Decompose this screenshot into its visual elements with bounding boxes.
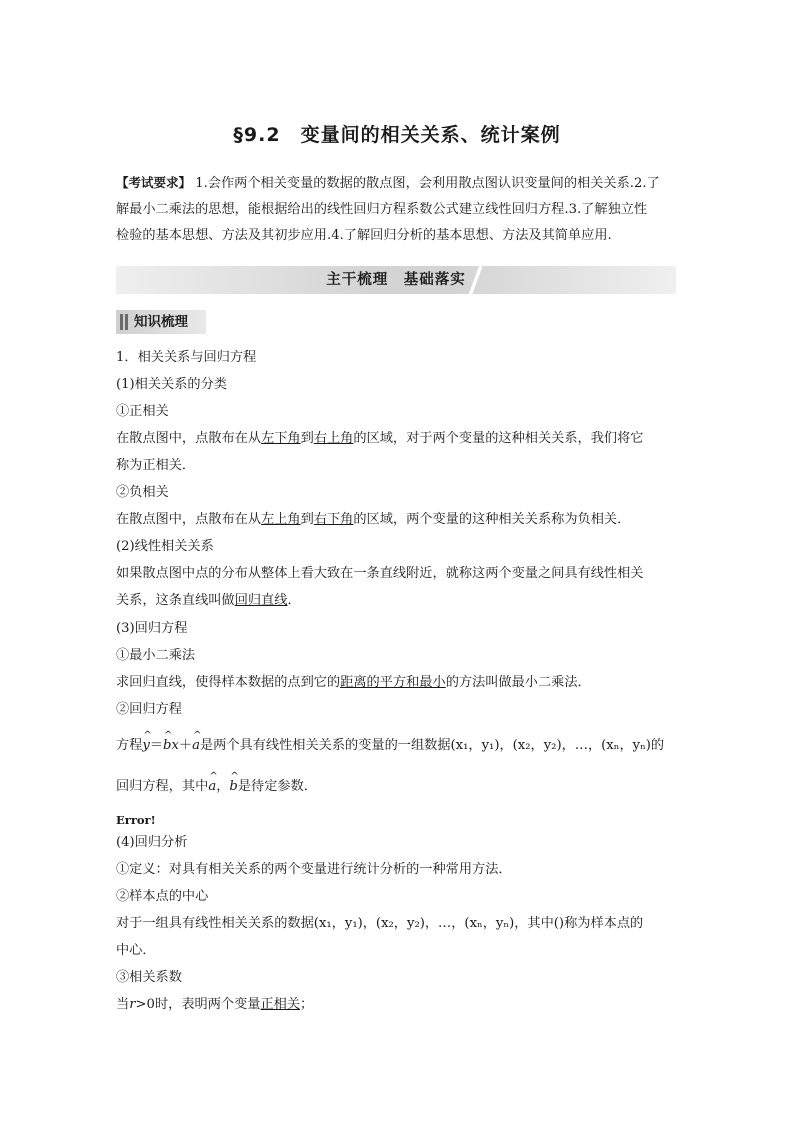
a-hat: ^ a (208, 777, 216, 797)
correlation-title: ③相关系数 (116, 970, 182, 985)
section-label-box (116, 310, 206, 334)
linear-text-2: 关系，这条直线叫做回归直线． (116, 593, 301, 608)
regression-eq-text-2: 回归方程，其中^ a，^ b是待定参数． (116, 777, 678, 797)
section-label: 知识梳理 (134, 314, 188, 330)
heading-1-1: (1)相关关系的分类 (116, 377, 227, 392)
negative-title: ②负相关 (116, 485, 169, 500)
center-text: 对于一组具有线性相关关系的数据(x₁，y₁)，(x₂，y₂)，…，(xₙ，yₙ)，其中()称为样本点的 (116, 916, 644, 931)
least-squares-title: ①最小二乘法 (116, 648, 196, 663)
positive-text: 在散点图中，点散布在从左下角到右上角的区域，对于两个变量的这种相关关系，我们将它 (116, 431, 644, 446)
requirements-line-1: 1.会作两个相关变量的数据的散点图，会利用散点图认识变量间的相关关系.2.了 (195, 176, 660, 191)
banner-label: 主干梳理 基础落实 (326, 272, 466, 288)
a-hat: ^ a (192, 736, 200, 756)
linear-text: 如果散点图中点的分布从整体上看大致在一条直线附近，就称这两个变量之间具有线性相关 (116, 566, 644, 581)
heading-1: 1．相关关系与回归方程 (116, 350, 257, 365)
section-marker-icon-2 (125, 314, 128, 330)
linear-title: (2)线性相关关系 (116, 539, 214, 554)
regression-title: (3)回归方程 (116, 621, 188, 636)
analysis-definition: ①定义：对具有相关关系的两个变量进行统计分析的一种常用方法． (116, 862, 512, 877)
underlined-term: 回归直线 (234, 593, 288, 608)
b-hat: ^ b (229, 777, 237, 797)
regression-eq-title: ②回归方程 (116, 702, 182, 717)
positive-title: ①正相关 (116, 404, 169, 419)
underlined-term: 距离的平方和最小 (340, 675, 446, 690)
underlined-term: 正相关 (260, 997, 301, 1012)
analysis-title: (4)回归分析 (116, 835, 188, 850)
underlined-term: 左下角 (261, 431, 301, 446)
requirements-line-2: 解最小二乘法的思想，能根据给出的线性回归方程系数公式建立线性回归方程.3.了解独立性 (116, 202, 648, 217)
underlined-term: 右上角 (313, 431, 354, 446)
requirements-line-3: 检验的基本思想、方法及其初步应用.4.了解回归分析的基本思想、方法及其简单应用. (116, 228, 612, 243)
regression-eq-text: 方程^ y＝^ bx＋^ a是两个具有线性相关关系的变量的一组数据(x₁，y₁)，(x₂，y₂)，…，(xₙ，yₙ)的 (116, 736, 678, 756)
error-text: Error! (116, 813, 156, 827)
section-marker-icon (120, 314, 123, 330)
underlined-term: 右下角 (313, 512, 354, 527)
section-banner (116, 266, 676, 294)
y-hat: ^ y (142, 736, 149, 756)
exam-requirements (116, 170, 678, 249)
least-squares-text: 求回归直线，使得样本数据的点到它的距离的平方和最小的方法叫做最小二乘法． (116, 675, 591, 690)
page-title: §9.2 变量间的相关关系、统计案例 (233, 124, 561, 146)
underlined-term: 左上角 (261, 512, 301, 527)
requirements-tag: 【考试要求】 (116, 175, 192, 190)
center-title: ②样本点的中心 (116, 889, 209, 904)
correlation-text: 当r>0时，表明两个变量正相关； (116, 997, 314, 1012)
positive-text-2: 称为正相关． (116, 458, 196, 473)
b-hat: ^ b (163, 736, 171, 756)
center-text-2: 中心． (116, 943, 156, 958)
negative-text: 在散点图中，点散布在从左上角到右下角的区域，两个变量的这种相关关系称为负相关． (116, 512, 631, 527)
